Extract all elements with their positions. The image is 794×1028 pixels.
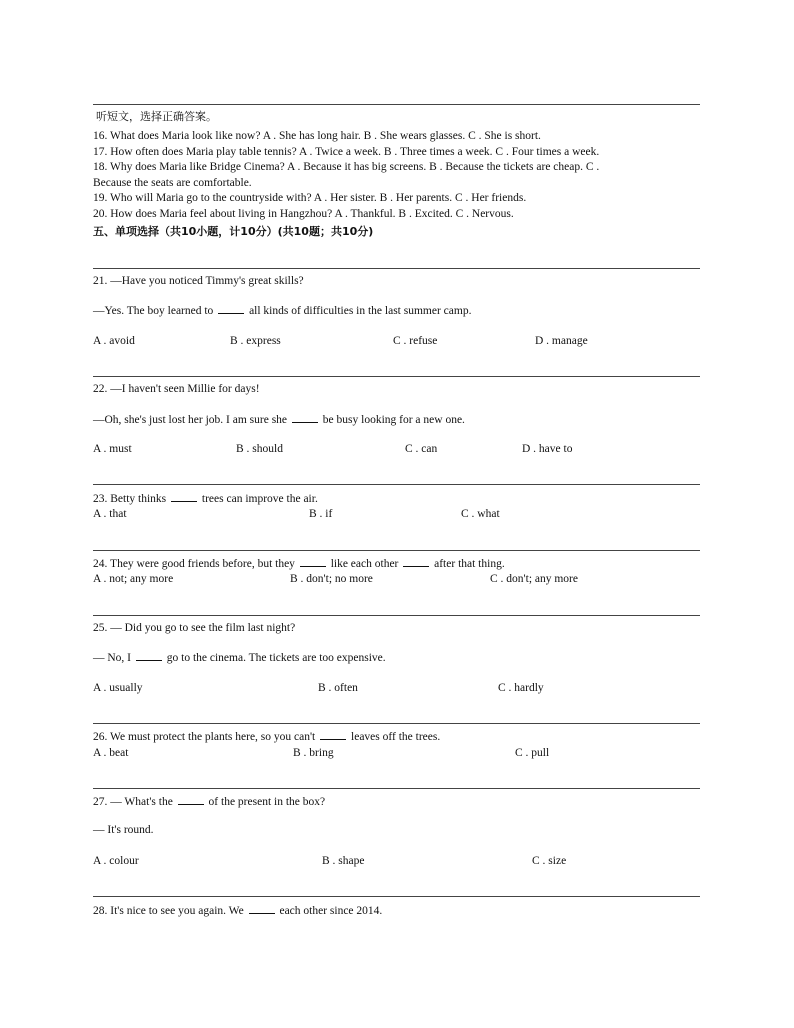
question-divider [93, 376, 700, 377]
listening-item-18: 18. Why does Maria like Bridge Cinema? A . Because it has big screens. B . Because the tickets are cheap. C . [93, 161, 600, 173]
section-title: 五、单项选择（共10小题，计10分）(共10题；共10分) [93, 225, 374, 238]
q26-option-a: A . beat [93, 747, 129, 759]
q25-line2: — No, I go to the cinema. The tickets are too expensive. [93, 652, 386, 664]
question-divider [93, 268, 700, 269]
q21-option-c: C . refuse [393, 335, 438, 347]
q27-stem: 27. — What's the of the present in the box? [93, 796, 326, 808]
answer-blank [218, 303, 244, 314]
q23-option-a: A . that [93, 508, 127, 520]
q22-stem: 22. —I haven't seen Millie for days! [93, 383, 260, 395]
listening-item-19: 19. Who will Maria go to the countryside with? A . Her sister. B . Her parents. C . Her friends. [93, 192, 527, 204]
q22-option-b: B . should [236, 443, 283, 455]
q24-option-c: C . don't; any more [490, 573, 578, 585]
q21-option-a: A . avoid [93, 335, 135, 347]
q27-line2: — It's round. [93, 824, 154, 836]
q22-line2: —Oh, she's just lost her job. I am sure she be busy looking for a new one. [93, 414, 465, 426]
question-divider [93, 896, 700, 897]
q24-option-b: B . don't; no more [290, 573, 373, 585]
listening-item-18-cont: Because the seats are comfortable. [93, 177, 252, 189]
q26-option-b: B . bring [293, 747, 334, 759]
q26-option-c: C . pull [515, 747, 550, 759]
q22-option-a: A . must [93, 443, 132, 455]
q23-option-c: C . what [461, 508, 500, 520]
answer-blank [249, 903, 275, 914]
q25-option-c: C . hardly [498, 682, 544, 694]
listening-instruction: 听短文，选择正确答案。 [96, 110, 217, 123]
q23-stem: 23. Betty thinks trees can improve the air. [93, 493, 318, 505]
question-divider [93, 550, 700, 551]
answer-blank [178, 794, 204, 805]
q22-option-d: D . have to [522, 443, 573, 455]
q21-option-d: D . manage [535, 335, 588, 347]
question-divider [93, 723, 700, 724]
q23-option-b: B . if [309, 508, 333, 520]
listening-item-20: 20. How does Maria feel about living in Hangzhou? A . Thankful. B . Excited. C . Nervous. [93, 208, 514, 220]
q21-option-b: B . express [230, 335, 281, 347]
q21-stem: 21. —Have you noticed Timmy's great skills? [93, 275, 304, 287]
q26-stem: 26. We must protect the plants here, so you can't leaves off the trees. [93, 731, 441, 743]
answer-blank [320, 729, 346, 740]
answer-blank [403, 556, 429, 567]
section-divider [93, 104, 700, 105]
q22-option-c: C . can [405, 443, 438, 455]
q25-option-b: B . often [318, 682, 358, 694]
answer-blank [171, 491, 197, 502]
q27-option-c: C . size [532, 855, 567, 867]
q28-stem: 28. It's nice to see you again. We each other since 2014. [93, 905, 383, 917]
question-divider [93, 788, 700, 789]
listening-item-16: 16. What does Maria look like now? A . She has long hair. B . She wears glasses. C . She is short. [93, 130, 541, 142]
question-divider [93, 484, 700, 485]
answer-blank [136, 650, 162, 661]
q21-line2: —Yes. The boy learned to all kinds of difficulties in the last summer camp. [93, 305, 472, 317]
q27-option-a: A . colour [93, 855, 139, 867]
answer-blank [292, 412, 318, 423]
answer-blank [300, 556, 326, 567]
q24-stem: 24. They were good friends before, but they like each other after that thing. [93, 558, 505, 570]
q24-option-a: A . not; any more [93, 573, 174, 585]
q25-option-a: A . usually [93, 682, 143, 694]
q25-stem: 25. — Did you go to see the film last night? [93, 622, 296, 634]
listening-item-17: 17. How often does Maria play table tennis? A . Twice a week. B . Three times a week. C . Four times a week. [93, 146, 600, 158]
q27-option-b: B . shape [322, 855, 365, 867]
question-divider [93, 615, 700, 616]
